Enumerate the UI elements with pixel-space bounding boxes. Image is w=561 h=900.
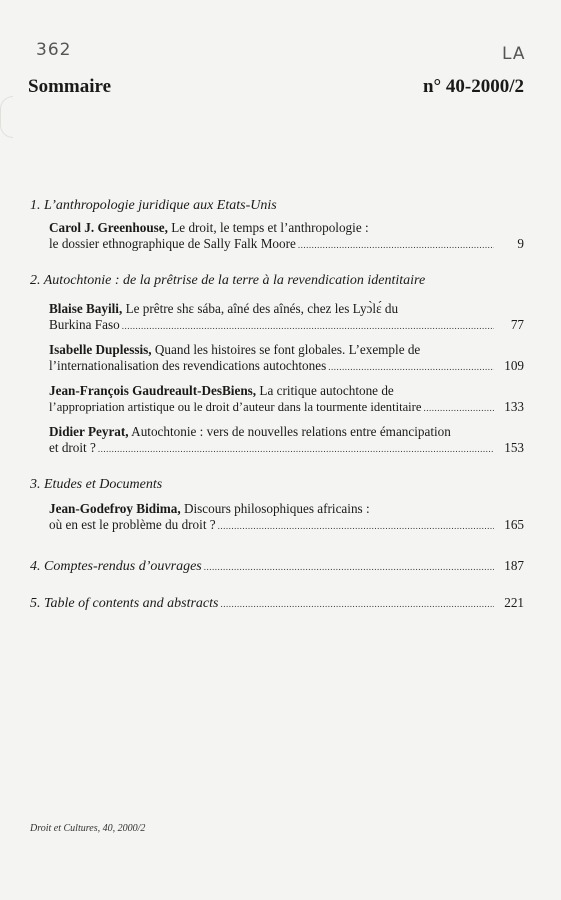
table-of-contents (30, 198, 524, 612)
leader-dots (204, 559, 494, 575)
entry-page: 165 (504, 517, 524, 532)
section-title: 5. Table of contents and abstracts (30, 596, 219, 611)
entry-title-line2: où en est le problème du droit ? (49, 517, 216, 532)
entry-title-line1: La critique autochtone de (259, 383, 394, 398)
toc-entry (49, 220, 524, 253)
entry-title-line2: l’internationalisation des revendications autochtones (49, 358, 327, 373)
page-header (28, 76, 524, 98)
handwritten-initials: LA (502, 44, 526, 64)
entry-page: 9 (517, 236, 524, 251)
leader-dots (221, 596, 495, 612)
leader-dots (328, 358, 494, 375)
toc-section-entry (30, 558, 524, 575)
page-footer: Droit et Cultures, 40, 2000/2 (30, 823, 146, 834)
entry-author: Isabelle Duplessis, (49, 342, 152, 357)
section-title: 4. Comptes-rendus d’ouvrages (30, 559, 202, 574)
section-title: 1. L’anthropologie juridique aux Etats-Unis (30, 198, 277, 213)
toc-section-entry (30, 595, 524, 612)
section-title: 3. Etudes et Documents (30, 477, 163, 492)
leader-dots (298, 236, 494, 253)
entry-title-line2: l’appropriation artistique ou le droit d’auteur dans la tourmente identitaire (49, 400, 422, 414)
toc-entry (49, 424, 524, 457)
entry-page: 221 (504, 595, 524, 610)
entry-page: 109 (504, 358, 524, 373)
page-title: Sommaire (28, 76, 112, 97)
entry-title-line2: et droit ? (49, 440, 96, 455)
entry-author: Blaise Bayili, (49, 301, 123, 316)
entry-author: Didier Peyrat, (49, 424, 129, 439)
page-edge-mark (0, 96, 13, 138)
toc-entry (49, 383, 524, 416)
entry-title-line1: Quand les histoires se font globales. L’exemple de (154, 342, 421, 357)
leader-dots (218, 517, 494, 534)
entry-page: 187 (504, 558, 524, 573)
entry-author: Jean-Godefroy Bidima, (49, 501, 181, 516)
entry-page: 77 (510, 317, 524, 332)
entry-title-line1: Le droit, le temps et l’anthropologie : (171, 220, 369, 235)
section-title: 2. Autochtonie : de la prêtrise de la terre à la revendication identitaire (30, 273, 426, 288)
entry-author: Carol J. Greenhouse, (49, 220, 168, 235)
issue-number: n° 40-2000/2 (422, 76, 524, 97)
entry-title-line2: le dossier ethnographique de Sally Falk Moore (49, 236, 296, 251)
entry-page: 153 (504, 440, 524, 455)
entry-title-line1: Autochtonie : vers de nouvelles relations entre émancipation (131, 424, 451, 439)
entry-title-line1: Le prêtre shɛ sába, aîné des aînés, chez les Lyɔ̀lɛ́ du (125, 301, 399, 316)
entry-page: 133 (504, 399, 524, 414)
leader-dots (98, 440, 494, 457)
leader-dots (122, 317, 494, 334)
leader-dots (423, 399, 494, 416)
entry-title-line1: Discours philosophiques africains : (183, 501, 370, 516)
handwritten-number: 362 (36, 40, 72, 60)
entry-title-line2: Burkina Faso (49, 317, 120, 332)
toc-entry (49, 342, 524, 375)
entry-author: Jean-François Gaudreault-DesBiens, (49, 383, 257, 398)
toc-entry (49, 501, 524, 534)
toc-entry (49, 301, 524, 334)
